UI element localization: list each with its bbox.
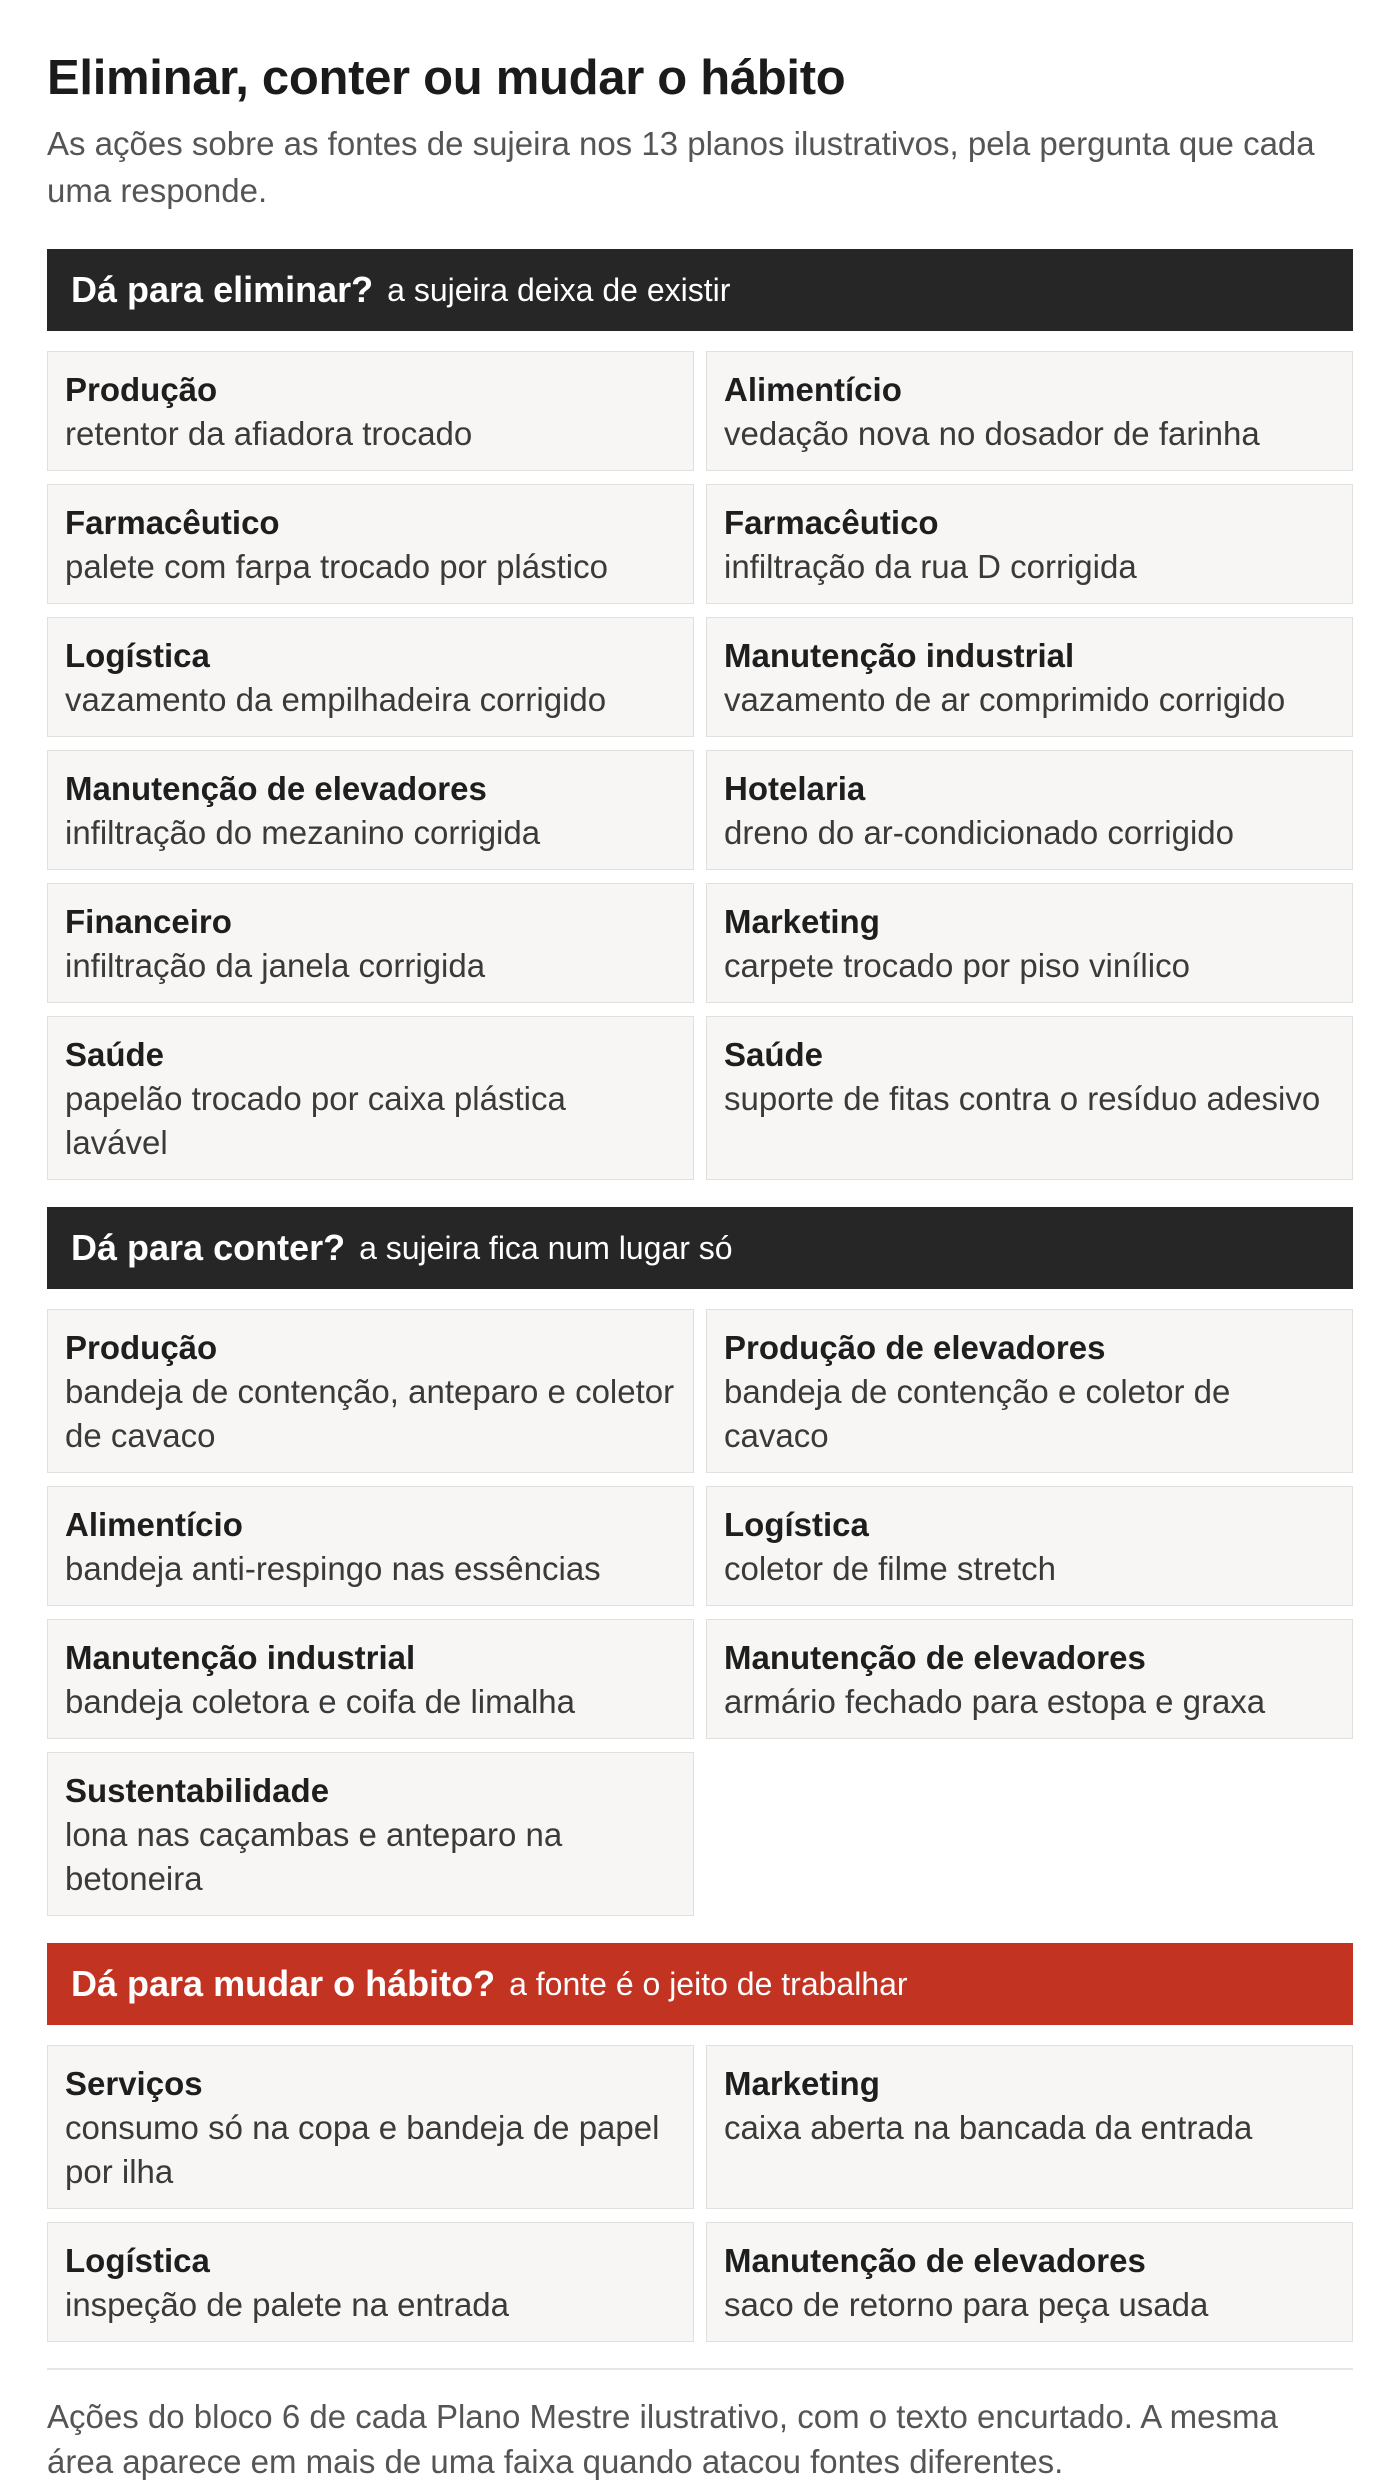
card-text: armário fechado para estopa e graxa (724, 1683, 1266, 1720)
action-card (706, 1309, 1353, 1473)
action-card (706, 750, 1353, 870)
card-text: infiltração da janela corrigida (65, 947, 486, 984)
action-card (47, 1309, 694, 1473)
card-text: carpete trocado por piso vinílico (724, 947, 1190, 984)
action-card (47, 351, 694, 471)
card-area: Logística (724, 1506, 869, 1543)
action-card (706, 1016, 1353, 1180)
card-area: Produção de elevadores (724, 1329, 1106, 1366)
action-card (706, 1619, 1353, 1739)
action-card (706, 2222, 1353, 2342)
card-text: consumo só na copa e bandeja de papel por ilha (65, 2109, 660, 2190)
card-area: Financeiro (65, 903, 232, 940)
card-area: Alimentício (65, 1506, 243, 1543)
card-text: saco de retorno para peça usada (724, 2286, 1209, 2323)
card-area: Logística (65, 2242, 210, 2279)
action-card (47, 484, 694, 604)
card-text: papelão trocado por caixa plástica lavável (65, 1080, 566, 1161)
card-text: dreno do ar-condicionado corrigido (724, 814, 1234, 851)
action-card (47, 750, 694, 870)
card-area: Marketing (724, 2065, 880, 2102)
card-area: Manutenção industrial (724, 637, 1075, 674)
card-text: bandeja de contenção, anteparo e coletor de cavaco (65, 1373, 675, 1454)
card-text: bandeja de contenção e coletor de cavaco (724, 1373, 1231, 1454)
card-text: bandeja anti-respingo nas essências (65, 1550, 601, 1587)
action-card (47, 2045, 694, 2209)
card-area: Produção (65, 1329, 218, 1366)
action-card (47, 1016, 694, 1180)
card-text: bandeja coletora e coifa de limalha (65, 1683, 576, 1720)
card-area: Manutenção de elevadores (724, 1639, 1146, 1676)
card-area: Serviços (65, 2065, 203, 2102)
page-title: Eliminar, conter ou mudar o hábito (47, 51, 846, 105)
section-question: Dá para mudar o hábito? (71, 1963, 496, 2004)
action-card (706, 484, 1353, 604)
section-eliminate (47, 249, 1353, 1180)
action-grid (47, 1309, 1353, 1916)
section-description: a sujeira fica num lugar só (359, 1229, 733, 1266)
section-header-eliminate (47, 249, 1353, 331)
card-area: Marketing (724, 903, 880, 940)
card-text: infiltração da rua D corrigida (724, 548, 1137, 585)
card-text: lona nas caçambas e anteparo na betoneira (65, 1816, 563, 1897)
card-text: retentor da afiadora trocado (65, 415, 473, 452)
action-card (706, 617, 1353, 737)
card-area: Sustentabilidade (65, 1772, 330, 1809)
card-area: Manutenção de elevadores (65, 770, 487, 807)
section-description: a fonte é o jeito de trabalhar (509, 1965, 908, 2002)
action-card (47, 1752, 694, 1916)
card-area: Manutenção industrial (65, 1639, 416, 1676)
action-card (706, 351, 1353, 471)
action-card (706, 1486, 1353, 1606)
section-habit (47, 1943, 1353, 2342)
card-text: infiltração do mezanino corrigida (65, 814, 541, 851)
section-contain (47, 1207, 1353, 1916)
card-text: vazamento de ar comprimido corrigido (724, 681, 1286, 718)
card-text: caixa aberta na bancada da entrada (724, 2109, 1253, 2146)
section-question: Dá para eliminar? (71, 269, 374, 310)
card-area: Manutenção de elevadores (724, 2242, 1146, 2279)
card-text: vazamento da empilhadeira corrigido (65, 681, 607, 718)
action-card (706, 883, 1353, 1003)
card-area: Farmacêutico (724, 504, 939, 541)
page (47, 0, 1353, 2484)
action-card (47, 2222, 694, 2342)
section-description: a sujeira deixa de existir (387, 271, 731, 308)
action-card (47, 1486, 694, 1606)
card-area: Alimentício (724, 371, 902, 408)
card-area: Farmacêutico (65, 504, 280, 541)
action-card (47, 883, 694, 1003)
action-card (706, 2045, 1353, 2209)
footnote: Ações do bloco 6 de cada Plano Mestre ilustrativo, com o texto encurtado. A mesma área aparece em mais de uma faixa quando atacou fontes diferentes. (47, 2368, 1353, 2484)
card-area: Hotelaria (724, 770, 866, 807)
card-text: suporte de fitas contra o resíduo adesivo (724, 1080, 1321, 1117)
page-subtitle: As ações sobre as fontes de sujeira nos 13 planos ilustrativos, pela pergunta que cada uma responde. (47, 125, 1315, 209)
card-area: Produção (65, 371, 218, 408)
action-card (47, 1619, 694, 1739)
section-header-habit (47, 1943, 1353, 2025)
card-text: vedação nova no dosador de farinha (724, 415, 1260, 452)
card-area: Saúde (724, 1036, 824, 1073)
card-area: Logística (65, 637, 210, 674)
action-grid (47, 2045, 1353, 2342)
section-header-contain (47, 1207, 1353, 1289)
section-question: Dá para conter? (71, 1227, 346, 1268)
card-area: Saúde (65, 1036, 165, 1073)
card-text: palete com farpa trocado por plástico (65, 548, 608, 585)
card-text: coletor de filme stretch (724, 1550, 1056, 1587)
action-grid (47, 351, 1353, 1180)
card-text: inspeção de palete na entrada (65, 2286, 510, 2323)
action-card (47, 617, 694, 737)
